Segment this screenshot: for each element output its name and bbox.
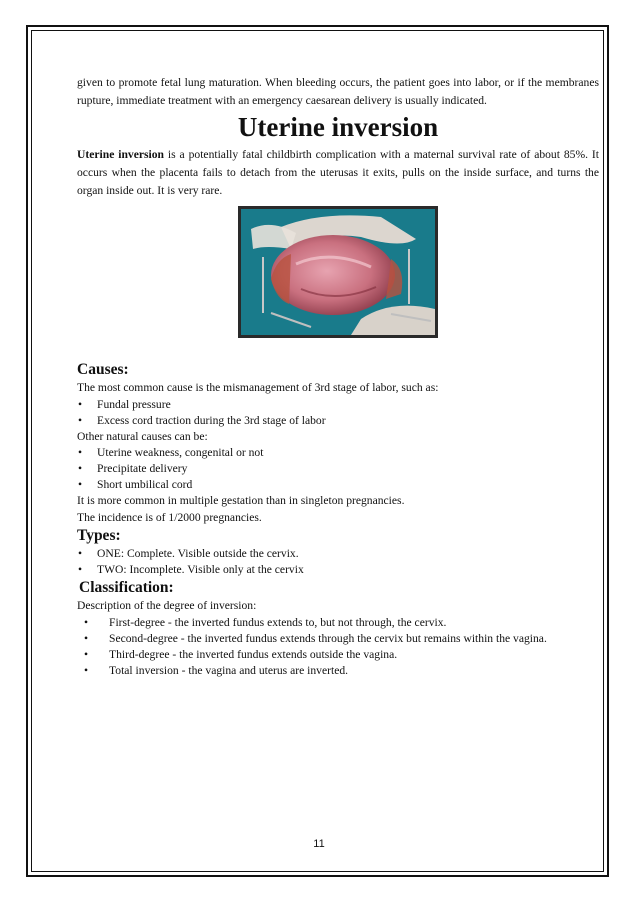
definition-text: is a potentially fatal childbirth complication with a maternal survival rate of about 85%. It occurs when the placenta fails to detach from the uterusas it exits, pulls on the inside surface, and turns the organ inside out. It is very rare. bbox=[77, 148, 600, 197]
surgical-photo bbox=[238, 206, 438, 338]
list-item: • Second-degree - the inverted fundus extends through the cervix but remains within the vagina. bbox=[83, 631, 599, 647]
other-causes-list bbox=[77, 445, 599, 493]
classification-heading: Classification: bbox=[79, 579, 174, 596]
section-title: Uterine inversion bbox=[237, 112, 439, 142]
page-number: 11 bbox=[313, 838, 325, 850]
causes-list bbox=[77, 397, 599, 429]
causes-heading: Causes: bbox=[77, 361, 129, 378]
list-item: • ONE: Complete. Visible outside the cervix. bbox=[77, 546, 599, 562]
list-item: • Uterine weakness, congenital or not bbox=[77, 445, 599, 461]
incidence-note: The incidence is of 1/2000 pregnancies. bbox=[77, 510, 262, 524]
surgical-photo-image bbox=[241, 209, 435, 335]
causes-intro: The most common cause is the mismanagement of 3rd stage of labor, such as: bbox=[77, 381, 439, 394]
list-item: • Excess cord traction during the 3rd stage of labor bbox=[77, 413, 599, 429]
list-item: • Fundal pressure bbox=[77, 397, 599, 413]
list-item: • Precipitate delivery bbox=[77, 461, 599, 477]
list-item: • First-degree - the inverted fundus extends to, but not through, the cervix. bbox=[83, 615, 599, 631]
other-causes-intro: Other natural causes can be: bbox=[77, 429, 208, 443]
types-list bbox=[77, 546, 599, 578]
definition-term: Uterine inversion bbox=[77, 148, 164, 161]
definition-paragraph bbox=[77, 146, 599, 200]
intro-paragraph: given to promote fetal lung maturation. When bleeding occurs, the patient goes into labor, or if the membranes rupture, immediate treatment with an emergency caesarean delivery is usually indicated. bbox=[77, 76, 599, 107]
list-item: • Third-degree - the inverted fundus extends outside the vagina. bbox=[83, 647, 599, 663]
list-item: • Total inversion - the vagina and uterus are inverted. bbox=[83, 663, 599, 679]
types-heading: Types: bbox=[77, 527, 121, 544]
causes-note: It is more common in multiple gestation than in singleton pregnancies. bbox=[77, 494, 405, 507]
classification-list bbox=[77, 615, 599, 679]
classification-intro: Description of the degree of inversion: bbox=[77, 599, 257, 612]
page-content bbox=[77, 74, 599, 679]
list-item: • TWO: Incomplete. Visible only at the cervix bbox=[77, 562, 599, 578]
list-item: • Short umbilical cord bbox=[77, 477, 599, 493]
